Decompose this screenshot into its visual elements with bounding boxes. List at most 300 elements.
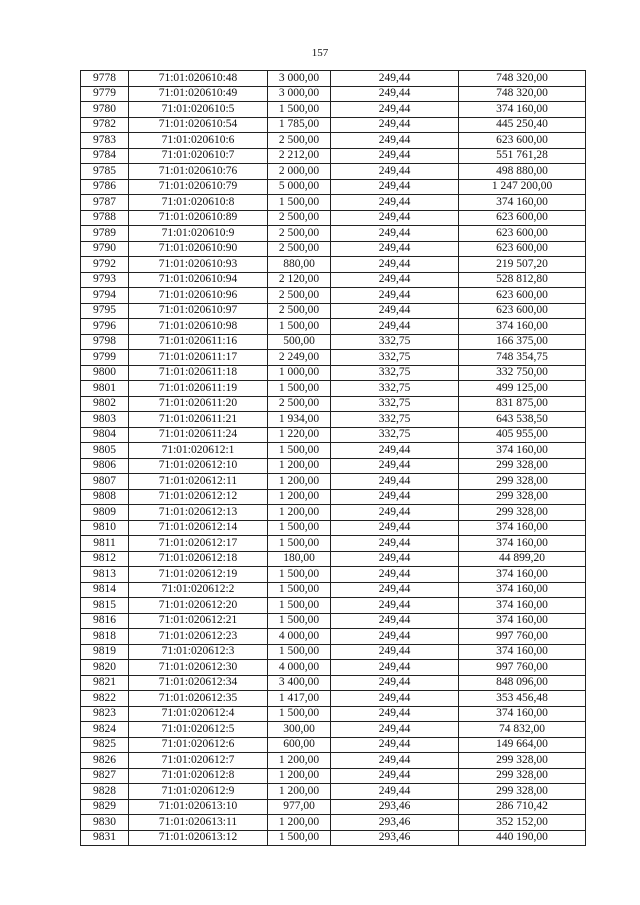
area-cell: 1 200,00 [268, 753, 331, 769]
table-row [81, 660, 586, 676]
table-row [81, 675, 586, 691]
cadastral-number-cell: 71:01:020613:12 [129, 830, 268, 846]
table-row [81, 644, 586, 660]
table-row [81, 288, 586, 304]
page-number: 157 [311, 47, 329, 59]
table-row [81, 195, 586, 211]
value-cell: 299 328,00 [459, 784, 586, 800]
row-number-cell: 9820 [81, 660, 129, 676]
area-cell: 5 000,00 [268, 179, 331, 195]
value-cell: 440 190,00 [459, 830, 586, 846]
cadastral-number-cell: 71:01:020612:18 [129, 551, 268, 567]
value-cell: 374 160,00 [459, 520, 586, 536]
table-row [81, 412, 586, 428]
cadastral-number-cell: 71:01:020610:54 [129, 117, 268, 133]
area-cell: 977,00 [268, 799, 331, 815]
table-row [81, 365, 586, 381]
area-cell: 2 500,00 [268, 210, 331, 226]
row-number-cell: 9816 [81, 613, 129, 629]
value-cell: 374 160,00 [459, 598, 586, 614]
table-row [81, 226, 586, 242]
row-number-cell: 9794 [81, 288, 129, 304]
area-cell: 2 500,00 [268, 396, 331, 412]
cadastral-number-cell: 71:01:020611:18 [129, 365, 268, 381]
row-number-cell: 9828 [81, 784, 129, 800]
row-number-cell: 9806 [81, 458, 129, 474]
area-cell: 2 500,00 [268, 133, 331, 149]
cadastral-number-cell: 71:01:020612:20 [129, 598, 268, 614]
area-cell: 1 934,00 [268, 412, 331, 428]
row-number-cell: 9813 [81, 567, 129, 583]
row-number-cell: 9822 [81, 691, 129, 707]
value-cell: 848 096,00 [459, 675, 586, 691]
rate-cell: 249,44 [331, 753, 459, 769]
area-cell: 1 500,00 [268, 443, 331, 459]
rate-cell: 249,44 [331, 520, 459, 536]
table-row [81, 474, 586, 490]
table-row [81, 737, 586, 753]
table-row [81, 458, 586, 474]
table-row [81, 691, 586, 707]
rate-cell: 249,44 [331, 598, 459, 614]
row-number-cell: 9801 [81, 381, 129, 397]
value-cell: 74 832,00 [459, 722, 586, 738]
cadastral-number-cell: 71:01:020612:8 [129, 768, 268, 784]
rate-cell: 249,44 [331, 768, 459, 784]
table-row [81, 489, 586, 505]
area-cell: 1 500,00 [268, 195, 331, 211]
cadastral-number-cell: 71:01:020610:90 [129, 241, 268, 257]
area-cell: 1 500,00 [268, 319, 331, 335]
row-number-cell: 9830 [81, 815, 129, 831]
cadastral-table [80, 70, 586, 846]
cadastral-number-cell: 71:01:020612:12 [129, 489, 268, 505]
table-row [81, 350, 586, 366]
row-number-cell: 9803 [81, 412, 129, 428]
value-cell: 374 160,00 [459, 536, 586, 552]
rate-cell: 332,75 [331, 350, 459, 366]
area-cell: 2 500,00 [268, 226, 331, 242]
rate-cell: 249,44 [331, 551, 459, 567]
row-number-cell: 9804 [81, 427, 129, 443]
rate-cell: 249,44 [331, 164, 459, 180]
cadastral-number-cell: 71:01:020612:7 [129, 753, 268, 769]
rate-cell: 249,44 [331, 133, 459, 149]
area-cell: 1 200,00 [268, 815, 331, 831]
cadastral-number-cell: 71:01:020612:9 [129, 784, 268, 800]
rate-cell: 332,75 [331, 365, 459, 381]
cadastral-number-cell: 71:01:020610:76 [129, 164, 268, 180]
value-cell: 623 600,00 [459, 303, 586, 319]
cadastral-number-cell: 71:01:020612:17 [129, 536, 268, 552]
rate-cell: 249,44 [331, 71, 459, 87]
row-number-cell: 9829 [81, 799, 129, 815]
cadastral-number-cell: 71:01:020610:89 [129, 210, 268, 226]
area-cell: 1 500,00 [268, 706, 331, 722]
cadastral-number-cell: 71:01:020612:1 [129, 443, 268, 459]
row-number-cell: 9815 [81, 598, 129, 614]
value-cell: 748 320,00 [459, 71, 586, 87]
area-cell: 1 500,00 [268, 582, 331, 598]
value-cell: 623 600,00 [459, 241, 586, 257]
rate-cell: 249,44 [331, 458, 459, 474]
value-cell: 748 320,00 [459, 86, 586, 102]
cadastral-number-cell: 71:01:020611:17 [129, 350, 268, 366]
row-number-cell: 9826 [81, 753, 129, 769]
table-row [81, 71, 586, 87]
rate-cell: 249,44 [331, 675, 459, 691]
cadastral-number-cell: 71:01:020610:6 [129, 133, 268, 149]
cadastral-number-cell: 71:01:020610:7 [129, 148, 268, 164]
rate-cell: 249,44 [331, 644, 459, 660]
value-cell: 499 125,00 [459, 381, 586, 397]
table-row [81, 722, 586, 738]
rate-cell: 249,44 [331, 257, 459, 273]
area-cell: 1 200,00 [268, 458, 331, 474]
area-cell: 3 000,00 [268, 71, 331, 87]
table-row [81, 629, 586, 645]
row-number-cell: 9807 [81, 474, 129, 490]
table-row [81, 210, 586, 226]
value-cell: 374 160,00 [459, 567, 586, 583]
row-number-cell: 9812 [81, 551, 129, 567]
area-cell: 1 500,00 [268, 644, 331, 660]
table-row [81, 768, 586, 784]
row-number-cell: 9824 [81, 722, 129, 738]
cadastral-number-cell: 71:01:020610:97 [129, 303, 268, 319]
rate-cell: 249,44 [331, 241, 459, 257]
rate-cell: 249,44 [331, 613, 459, 629]
rate-cell: 249,44 [331, 660, 459, 676]
rate-cell: 249,44 [331, 505, 459, 521]
cadastral-number-cell: 71:01:020612:34 [129, 675, 268, 691]
cadastral-number-cell: 71:01:020610:48 [129, 71, 268, 87]
rate-cell: 249,44 [331, 582, 459, 598]
table-row [81, 272, 586, 288]
area-cell: 1 200,00 [268, 784, 331, 800]
row-number-cell: 9809 [81, 505, 129, 521]
table-row [81, 505, 586, 521]
value-cell: 44 899,20 [459, 551, 586, 567]
value-cell: 445 250,40 [459, 117, 586, 133]
area-cell: 600,00 [268, 737, 331, 753]
table-row [81, 815, 586, 831]
row-number-cell: 9782 [81, 117, 129, 133]
area-cell: 2 500,00 [268, 303, 331, 319]
table-row [81, 613, 586, 629]
table-row [81, 381, 586, 397]
value-cell: 299 328,00 [459, 489, 586, 505]
cadastral-number-cell: 71:01:020612:19 [129, 567, 268, 583]
cadastral-number-cell: 71:01:020610:5 [129, 102, 268, 118]
area-cell: 1 000,00 [268, 365, 331, 381]
row-number-cell: 9779 [81, 86, 129, 102]
table-row [81, 443, 586, 459]
value-cell: 149 664,00 [459, 737, 586, 753]
value-cell: 643 538,50 [459, 412, 586, 428]
table-row [81, 257, 586, 273]
rate-cell: 249,44 [331, 303, 459, 319]
rate-cell: 332,75 [331, 334, 459, 350]
area-cell: 1 500,00 [268, 567, 331, 583]
rate-cell: 249,44 [331, 629, 459, 645]
table-row [81, 179, 586, 195]
value-cell: 374 160,00 [459, 644, 586, 660]
table-row [81, 567, 586, 583]
area-cell: 3 400,00 [268, 675, 331, 691]
area-cell: 880,00 [268, 257, 331, 273]
cadastral-number-cell: 71:01:020610:49 [129, 86, 268, 102]
table-row [81, 148, 586, 164]
rate-cell: 249,44 [331, 86, 459, 102]
area-cell: 2 212,00 [268, 148, 331, 164]
cadastral-number-cell: 71:01:020612:13 [129, 505, 268, 521]
rate-cell: 249,44 [331, 288, 459, 304]
table-row [81, 582, 586, 598]
cadastral-number-cell: 71:01:020611:21 [129, 412, 268, 428]
row-number-cell: 9811 [81, 536, 129, 552]
value-cell: 299 328,00 [459, 474, 586, 490]
cadastral-number-cell: 71:01:020611:19 [129, 381, 268, 397]
area-cell: 180,00 [268, 551, 331, 567]
row-number-cell: 9798 [81, 334, 129, 350]
table-row [81, 520, 586, 536]
table-row [81, 427, 586, 443]
table-row [81, 164, 586, 180]
row-number-cell: 9780 [81, 102, 129, 118]
row-number-cell: 9792 [81, 257, 129, 273]
cadastral-number-cell: 71:01:020612:30 [129, 660, 268, 676]
value-cell: 623 600,00 [459, 288, 586, 304]
area-cell: 1 200,00 [268, 768, 331, 784]
value-cell: 299 328,00 [459, 505, 586, 521]
table-row [81, 784, 586, 800]
cadastral-number-cell: 71:01:020610:8 [129, 195, 268, 211]
rate-cell: 249,44 [331, 272, 459, 288]
value-cell: 374 160,00 [459, 195, 586, 211]
cadastral-number-cell: 71:01:020611:24 [129, 427, 268, 443]
row-number-cell: 9795 [81, 303, 129, 319]
row-number-cell: 9800 [81, 365, 129, 381]
area-cell: 300,00 [268, 722, 331, 738]
value-cell: 374 160,00 [459, 613, 586, 629]
row-number-cell: 9819 [81, 644, 129, 660]
value-cell: 498 880,00 [459, 164, 586, 180]
value-cell: 374 160,00 [459, 102, 586, 118]
row-number-cell: 9802 [81, 396, 129, 412]
area-cell: 4 000,00 [268, 660, 331, 676]
rate-cell: 249,44 [331, 536, 459, 552]
value-cell: 286 710,42 [459, 799, 586, 815]
area-cell: 1 500,00 [268, 598, 331, 614]
rate-cell: 249,44 [331, 691, 459, 707]
cadastral-number-cell: 71:01:020610:94 [129, 272, 268, 288]
rate-cell: 249,44 [331, 117, 459, 133]
area-cell: 4 000,00 [268, 629, 331, 645]
rate-cell: 249,44 [331, 319, 459, 335]
row-number-cell: 9823 [81, 706, 129, 722]
value-cell: 623 600,00 [459, 210, 586, 226]
area-cell: 1 500,00 [268, 613, 331, 629]
value-cell: 332 750,00 [459, 365, 586, 381]
row-number-cell: 9831 [81, 830, 129, 846]
cadastral-number-cell: 71:01:020612:14 [129, 520, 268, 536]
row-number-cell: 9808 [81, 489, 129, 505]
row-number-cell: 9818 [81, 629, 129, 645]
value-cell: 997 760,00 [459, 660, 586, 676]
cadastral-number-cell: 71:01:020612:11 [129, 474, 268, 490]
rate-cell: 249,44 [331, 148, 459, 164]
rate-cell: 249,44 [331, 489, 459, 505]
value-cell: 166 375,00 [459, 334, 586, 350]
cadastral-number-cell: 71:01:020612:5 [129, 722, 268, 738]
table-row [81, 303, 586, 319]
cadastral-number-cell: 71:01:020612:3 [129, 644, 268, 660]
rate-cell: 249,44 [331, 567, 459, 583]
row-number-cell: 9796 [81, 319, 129, 335]
area-cell: 1 500,00 [268, 536, 331, 552]
table-body [81, 71, 586, 846]
rate-cell: 293,46 [331, 799, 459, 815]
rate-cell: 249,44 [331, 784, 459, 800]
value-cell: 374 160,00 [459, 706, 586, 722]
table-row [81, 117, 586, 133]
value-cell: 352 152,00 [459, 815, 586, 831]
value-cell: 374 160,00 [459, 319, 586, 335]
row-number-cell: 9799 [81, 350, 129, 366]
value-cell: 219 507,20 [459, 257, 586, 273]
rate-cell: 249,44 [331, 722, 459, 738]
row-number-cell: 9827 [81, 768, 129, 784]
cadastral-number-cell: 71:01:020613:10 [129, 799, 268, 815]
value-cell: 374 160,00 [459, 443, 586, 459]
table-row [81, 753, 586, 769]
table-row [81, 102, 586, 118]
table-row [81, 598, 586, 614]
row-number-cell: 9786 [81, 179, 129, 195]
area-cell: 1 200,00 [268, 489, 331, 505]
rate-cell: 293,46 [331, 830, 459, 846]
value-cell: 405 955,00 [459, 427, 586, 443]
table-row [81, 536, 586, 552]
row-number-cell: 9778 [81, 71, 129, 87]
value-cell: 299 328,00 [459, 753, 586, 769]
rate-cell: 332,75 [331, 381, 459, 397]
table-row [81, 241, 586, 257]
value-cell: 997 760,00 [459, 629, 586, 645]
value-cell: 374 160,00 [459, 582, 586, 598]
value-cell: 299 328,00 [459, 458, 586, 474]
rate-cell: 249,44 [331, 443, 459, 459]
row-number-cell: 9785 [81, 164, 129, 180]
rate-cell: 249,44 [331, 706, 459, 722]
area-cell: 2 249,00 [268, 350, 331, 366]
row-number-cell: 9787 [81, 195, 129, 211]
area-cell: 2 000,00 [268, 164, 331, 180]
value-cell: 353 456,48 [459, 691, 586, 707]
rate-cell: 332,75 [331, 412, 459, 428]
table-row [81, 706, 586, 722]
row-number-cell: 9814 [81, 582, 129, 598]
table-row [81, 551, 586, 567]
table-row [81, 334, 586, 350]
area-cell: 1 417,00 [268, 691, 331, 707]
value-cell: 299 328,00 [459, 768, 586, 784]
rate-cell: 332,75 [331, 427, 459, 443]
area-cell: 1 500,00 [268, 520, 331, 536]
table-row [81, 830, 586, 846]
cadastral-number-cell: 71:01:020610:93 [129, 257, 268, 273]
area-cell: 1 220,00 [268, 427, 331, 443]
rate-cell: 249,44 [331, 179, 459, 195]
area-cell: 2 120,00 [268, 272, 331, 288]
rate-cell: 293,46 [331, 815, 459, 831]
value-cell: 528 812,80 [459, 272, 586, 288]
cadastral-number-cell: 71:01:020612:10 [129, 458, 268, 474]
rate-cell: 332,75 [331, 396, 459, 412]
area-cell: 1 500,00 [268, 102, 331, 118]
row-number-cell: 9825 [81, 737, 129, 753]
cadastral-number-cell: 71:01:020611:20 [129, 396, 268, 412]
rate-cell: 249,44 [331, 226, 459, 242]
value-cell: 748 354,75 [459, 350, 586, 366]
table-row [81, 133, 586, 149]
cadastral-number-cell: 71:01:020612:21 [129, 613, 268, 629]
table-row [81, 319, 586, 335]
area-cell: 500,00 [268, 334, 331, 350]
row-number-cell: 9810 [81, 520, 129, 536]
row-number-cell: 9805 [81, 443, 129, 459]
cadastral-number-cell: 71:01:020613:11 [129, 815, 268, 831]
area-cell: 1 785,00 [268, 117, 331, 133]
rate-cell: 249,44 [331, 102, 459, 118]
row-number-cell: 9783 [81, 133, 129, 149]
row-number-cell: 9784 [81, 148, 129, 164]
value-cell: 551 761,28 [459, 148, 586, 164]
cadastral-number-cell: 71:01:020610:96 [129, 288, 268, 304]
value-cell: 831 875,00 [459, 396, 586, 412]
cadastral-number-cell: 71:01:020612:4 [129, 706, 268, 722]
row-number-cell: 9790 [81, 241, 129, 257]
row-number-cell: 9793 [81, 272, 129, 288]
table-row [81, 86, 586, 102]
table-row [81, 396, 586, 412]
rate-cell: 249,44 [331, 195, 459, 211]
area-cell: 2 500,00 [268, 241, 331, 257]
area-cell: 1 500,00 [268, 381, 331, 397]
cadastral-number-cell: 71:01:020612:23 [129, 629, 268, 645]
row-number-cell: 9821 [81, 675, 129, 691]
rate-cell: 249,44 [331, 474, 459, 490]
table-row [81, 799, 586, 815]
area-cell: 1 200,00 [268, 505, 331, 521]
cadastral-number-cell: 71:01:020610:79 [129, 179, 268, 195]
area-cell: 2 500,00 [268, 288, 331, 304]
cadastral-number-cell: 71:01:020610:9 [129, 226, 268, 242]
rate-cell: 249,44 [331, 737, 459, 753]
area-cell: 1 200,00 [268, 474, 331, 490]
cadastral-number-cell: 71:01:020611:16 [129, 334, 268, 350]
value-cell: 623 600,00 [459, 226, 586, 242]
rate-cell: 249,44 [331, 210, 459, 226]
row-number-cell: 9788 [81, 210, 129, 226]
cadastral-number-cell: 71:01:020612:6 [129, 737, 268, 753]
cadastral-number-cell: 71:01:020610:98 [129, 319, 268, 335]
area-cell: 3 000,00 [268, 86, 331, 102]
row-number-cell: 9789 [81, 226, 129, 242]
value-cell: 1 247 200,00 [459, 179, 586, 195]
cadastral-number-cell: 71:01:020612:35 [129, 691, 268, 707]
